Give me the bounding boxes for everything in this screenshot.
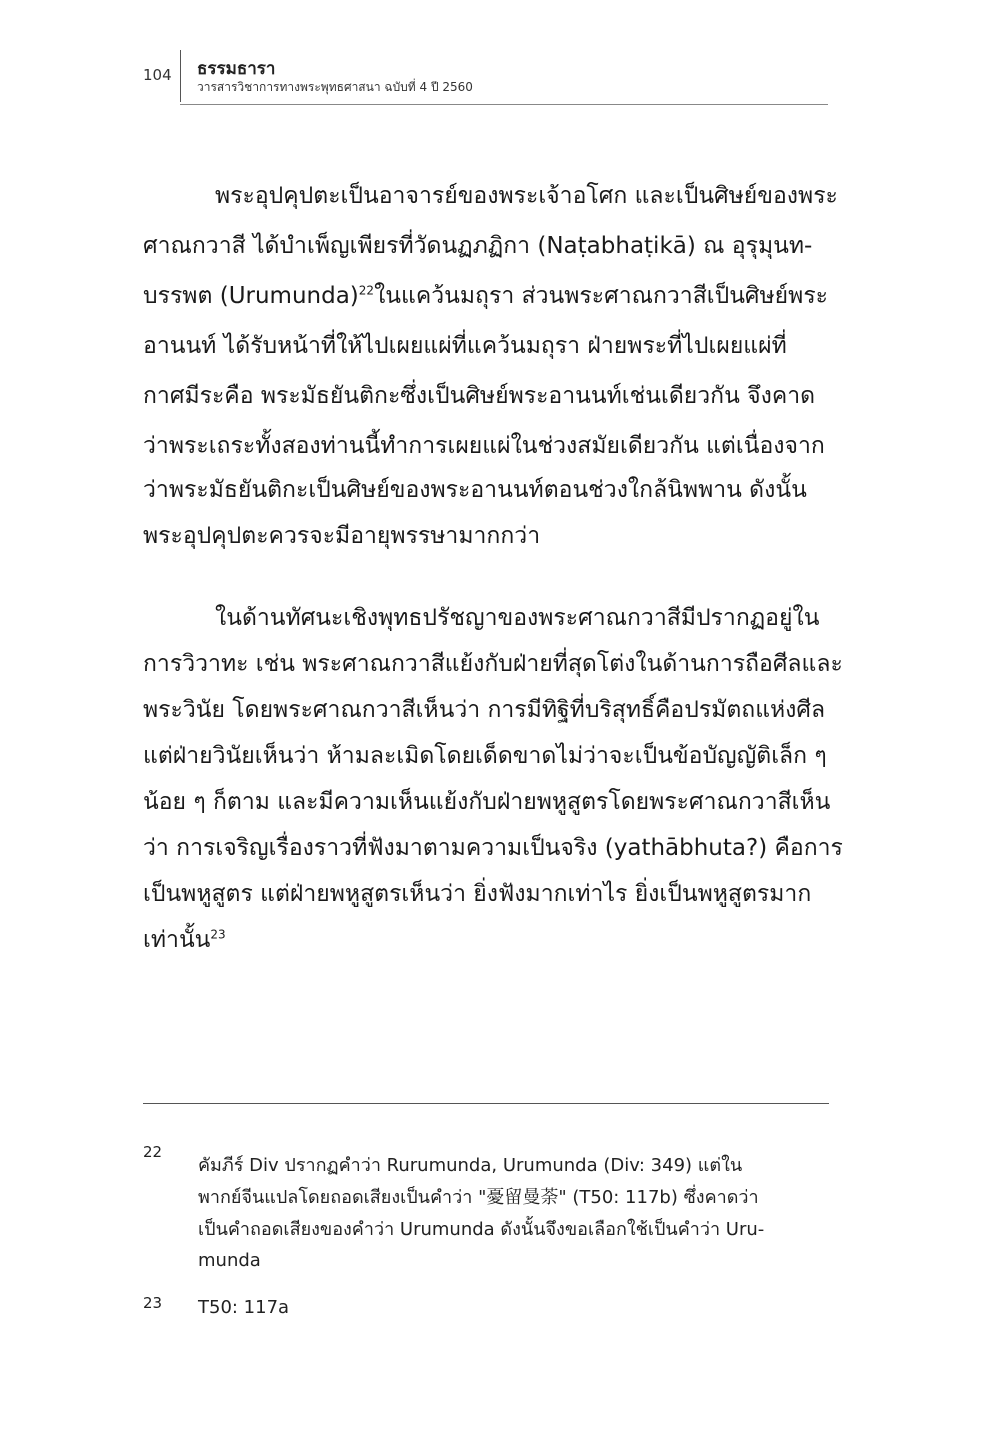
footnote-line: munda <box>198 1250 261 1271</box>
footnote-ref-22[interactable]: 22 <box>358 283 375 298</box>
journal-title: ธรรมธารา <box>197 59 276 79</box>
journal-subtitle: วารสารวิชาการทางพระพุทธศาสนา ฉบับที่ 4 ปี 2560 <box>197 80 473 94</box>
paragraph-line: ว่าพระเถระทั้งสองท่านนี้ทำการเผยแผ่ในช่วงสมัยเดียวกัน แต่เนื่องจาก <box>143 433 825 459</box>
paragraph-line <box>143 278 828 314</box>
footnote-line: T50: 117a <box>198 1297 290 1318</box>
footnote-line: คัมภีร์ Div ปรากฏคำว่า Rurumunda, Urumunda (Div: 349) แต่ใน <box>198 1155 743 1176</box>
paragraph-line: พระวินัย โดยพระศาณกวาสีเห็นว่า การมีทิฐิที่บริสุทธิ์คือปรมัตถแห่งศีล <box>143 697 826 723</box>
paragraph-line: แต่ฝ่ายวินัยเห็นว่า ห้ามละเมิดโดยเด็ดขาดไม่ว่าจะเป็นข้อบัญญัติเล็ก ๆ <box>143 743 827 769</box>
paragraph-line: พระอุปคุปตะควรจะมีอายุพรรษามากกว่า <box>143 523 541 549</box>
paragraph-line-segment: ในแคว้นมถุรา ส่วนพระศาณกวาสีเป็นศิษย์พระ <box>374 283 829 309</box>
header-horizontal-divider <box>180 104 828 105</box>
paragraph-line: ในด้านทัศนะเชิงพุทธปรัชญาของพระศาณกวาสีมีปรากฏอยู่ใน <box>215 605 820 631</box>
paragraph-line: เป็นพหูสูตร แต่ฝ่ายพหูสูตรเห็นว่า ยิ่งฟังมากเท่าไร ยิ่งเป็นพหูสูตรมาก <box>143 881 812 907</box>
paragraph-line: น้อย ๆ ก็ตาม และมีความเห็นแย้งกับฝ่ายพหูสูตรโดยพระศาณกวาสีเห็น <box>143 789 831 815</box>
paragraph-line-segment: เท่านั้น <box>143 927 211 953</box>
paragraph-line: การวิวาทะ เช่น พระศาณกวาสีแย้งกับฝ่ายที่สุดโต่งในด้านการถือศีลและ <box>143 651 843 677</box>
paragraph-line-segment: บรรพต (Urumunda) <box>143 283 359 309</box>
page-header <box>0 0 1000 110</box>
paragraph-line: ศาณกวาสี ได้บำเพ็ญเพียรที่วัดนฏภฏิกา (Naṭabhaṭikā) ณ อุรุมุนท- <box>143 233 813 259</box>
footnote-separator <box>143 1103 829 1104</box>
paragraph-line: พระอุปคุปตะเป็นอาจารย์ของพระเจ้าอโศก และเป็นศิษย์ของพระ <box>215 183 838 209</box>
footnote-ref-23[interactable]: 23 <box>210 927 226 942</box>
paragraph-line: ว่าพระมัธยันติกะเป็นศิษย์ของพระอานนท์ตอนช่วงใกล้นิพพาน ดังนั้น <box>143 477 807 503</box>
paragraph-line: กาศมีระคือ พระมัธยันติกะซึ่งเป็นศิษย์พระอานนท์เช่นเดียวกัน จึงคาด <box>143 383 816 409</box>
footnote-line: เป็นคำถอดเสียงของคำว่า Urumunda ดังนั้นจึงขอเลือกใช้เป็นคำว่า Uru- <box>198 1219 765 1240</box>
footnote-number: 22 <box>143 1143 163 1161</box>
header-vertical-divider <box>180 50 181 102</box>
footnote-number: 23 <box>143 1294 163 1312</box>
paragraph-line: ว่า การเจริญเรื่องราวที่ฟังมาตามความเป็นจริง (yathābhuta?) คือการ <box>143 835 843 861</box>
paragraph-line <box>143 922 226 958</box>
footnote-line: พากย์จีนแปลโดยถอดเสียงเป็นคำว่า "憂留曼荼" (T50: 117b) ซึ่งคาดว่า <box>198 1187 759 1208</box>
page-number: 104 <box>143 66 172 84</box>
paragraph-line: อานนท์ ได้รับหน้าที่ให้ไปเผยแผ่ที่แคว้นมถุรา ฝ่ายพระที่ไปเผยแผ่ที่ <box>143 333 787 359</box>
